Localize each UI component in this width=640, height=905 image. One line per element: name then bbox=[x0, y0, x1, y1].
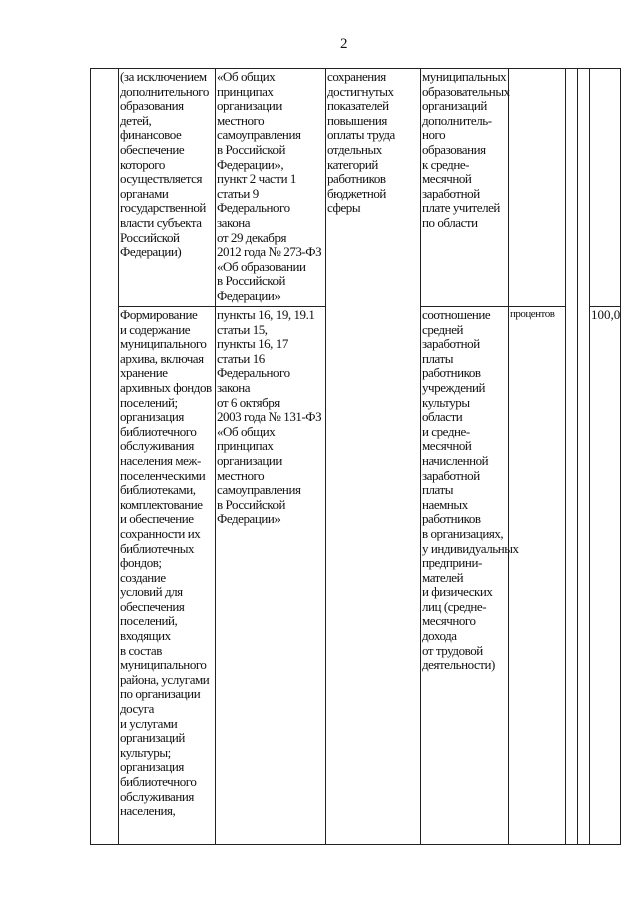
table-border-right bbox=[620, 68, 621, 845]
table-border-left bbox=[90, 68, 91, 845]
column-divider bbox=[325, 68, 326, 845]
row1-legal-basis-cell: «Об общих принципах организации местного самоуправления в Российской Федерации», пункт 2 части 1 статьи 9 Федерального закона от 29 декабря 2012 года № 273-ФЗ «Об образовании в Российской Федерации» bbox=[217, 69, 322, 303]
column-divider bbox=[215, 68, 216, 845]
column-divider bbox=[420, 68, 421, 845]
row1-activity-cell: (за исключением дополнительного образования детей, финансовое обеспечение которого осуществляется органами государственной власти субъекта Российской Федерации) bbox=[120, 69, 209, 260]
table-border-bottom bbox=[90, 844, 621, 845]
value-cell: 100,0 bbox=[591, 307, 621, 322]
row2-indicator-cell: соотношение средней заработной платы работников учреждений культуры области и средне- месячной начисленной заработной платы наемных работников в организациях, у индивидуальных предприни- мателей и физических лиц (средне- месячного дохода от трудовой деятельности) bbox=[422, 307, 519, 673]
goal-cell-merged: сохранения достигнутых показателей повышения оплаты труда отдельных категорий работников бюджетной сферы bbox=[327, 69, 395, 216]
row2-legal-basis-cell: пункты 16, 19, 19.1 статьи 15, пункты 16, 17 статьи 16 Федерального закона от 6 октября 2003 года № 131-ФЗ «Об общих принципах организации местного самоуправления в Российской Федерации» bbox=[217, 307, 322, 527]
column-divider bbox=[565, 68, 566, 845]
column-divider bbox=[118, 68, 119, 845]
unit-cell: процентов bbox=[510, 308, 555, 320]
column-divider bbox=[589, 68, 590, 845]
column-divider bbox=[577, 68, 578, 845]
row2-activity-cell: Формирование и содержание муниципального архива, включая хранение архивных фондов поселений; организация библиотечного обслуживания населения меж- поселенческими библиотеками, комплектование и обеспечение сохранности их библиотечных фондов; создание условий для обеспечения поселений, входящих в состав муниципального района, услугами по организации досуга и услугами организаций культуры; организация библиотечного обслуживания населения, bbox=[120, 307, 212, 819]
row1-indicator-cell: муниципальных образовательных организаций дополнитель- ного образования к средне- месячной заработной плате учителей по области bbox=[422, 69, 510, 230]
page-number: 2 bbox=[340, 36, 348, 52]
